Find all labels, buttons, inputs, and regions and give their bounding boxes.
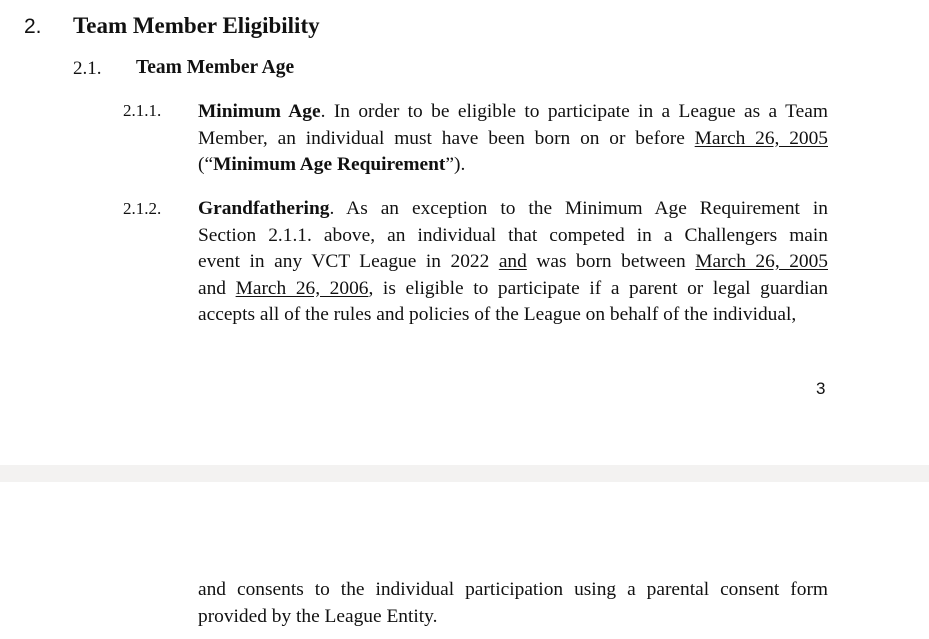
paragraph-line — [198, 604, 828, 631]
subsection-number: 2.1. — [73, 58, 102, 79]
text-run: Section 2.1.1. above, an individual that competed in a Challengers main — [198, 224, 828, 246]
text-run: Member, an individual must have been born on or before — [198, 127, 695, 149]
paragraph-line — [198, 99, 828, 126]
bold-term: Grandfathering — [198, 198, 330, 219]
underlined-text: March 26, 2006 — [235, 277, 369, 299]
paragraph-line — [198, 223, 828, 250]
text-run: ”). — [445, 154, 466, 175]
text-run: . In order to be eligible to participate in a League as a Team — [320, 101, 828, 122]
text-run: , is eligible to participate if a parent or legal guardian — [368, 277, 828, 299]
page-break-gap — [0, 465, 929, 482]
paragraph-line — [198, 152, 828, 179]
paragraph-minimum-age — [198, 99, 828, 179]
underlined-text: March 26, 2005 — [695, 251, 828, 272]
text-run: was born between — [526, 251, 696, 272]
text-run: (“ — [198, 154, 214, 175]
text-run: event in any VCT League in 2022 — [198, 251, 499, 272]
paragraph-line — [198, 126, 828, 153]
paragraph-line — [198, 196, 828, 223]
text-run: and — [198, 277, 236, 299]
paragraph-grandfathering — [198, 196, 828, 329]
underlined-text: and — [498, 251, 527, 272]
item-number-grandfathering: 2.1.2. — [123, 199, 162, 218]
page-number: 3 — [816, 379, 826, 398]
paragraph-line — [198, 302, 828, 329]
text-run: provided by the League Entity. — [198, 605, 438, 627]
paragraph-line — [198, 276, 828, 303]
text-run: . As an exception to the Minimum Age Requirement in — [329, 198, 828, 219]
paragraph-line — [198, 249, 828, 276]
section-title: Team Member Eligibility — [73, 13, 320, 38]
bold-term: Minimum Age Requirement — [213, 154, 446, 175]
text-run: accepts all of the rules and policies of the League on behalf of the individual, — [198, 304, 797, 325]
bold-term: Minimum Age — [198, 101, 321, 122]
paragraph-line — [198, 577, 828, 604]
text-run: and consents to the individual participation using a parental consent form — [198, 579, 828, 600]
underlined-text: March 26, 2005 — [694, 127, 828, 149]
paragraph-continuation — [198, 577, 828, 630]
section-number: 2. — [24, 15, 42, 38]
subsection-title: Team Member Age — [136, 57, 295, 78]
item-number-minimum-age: 2.1.1. — [123, 101, 162, 120]
